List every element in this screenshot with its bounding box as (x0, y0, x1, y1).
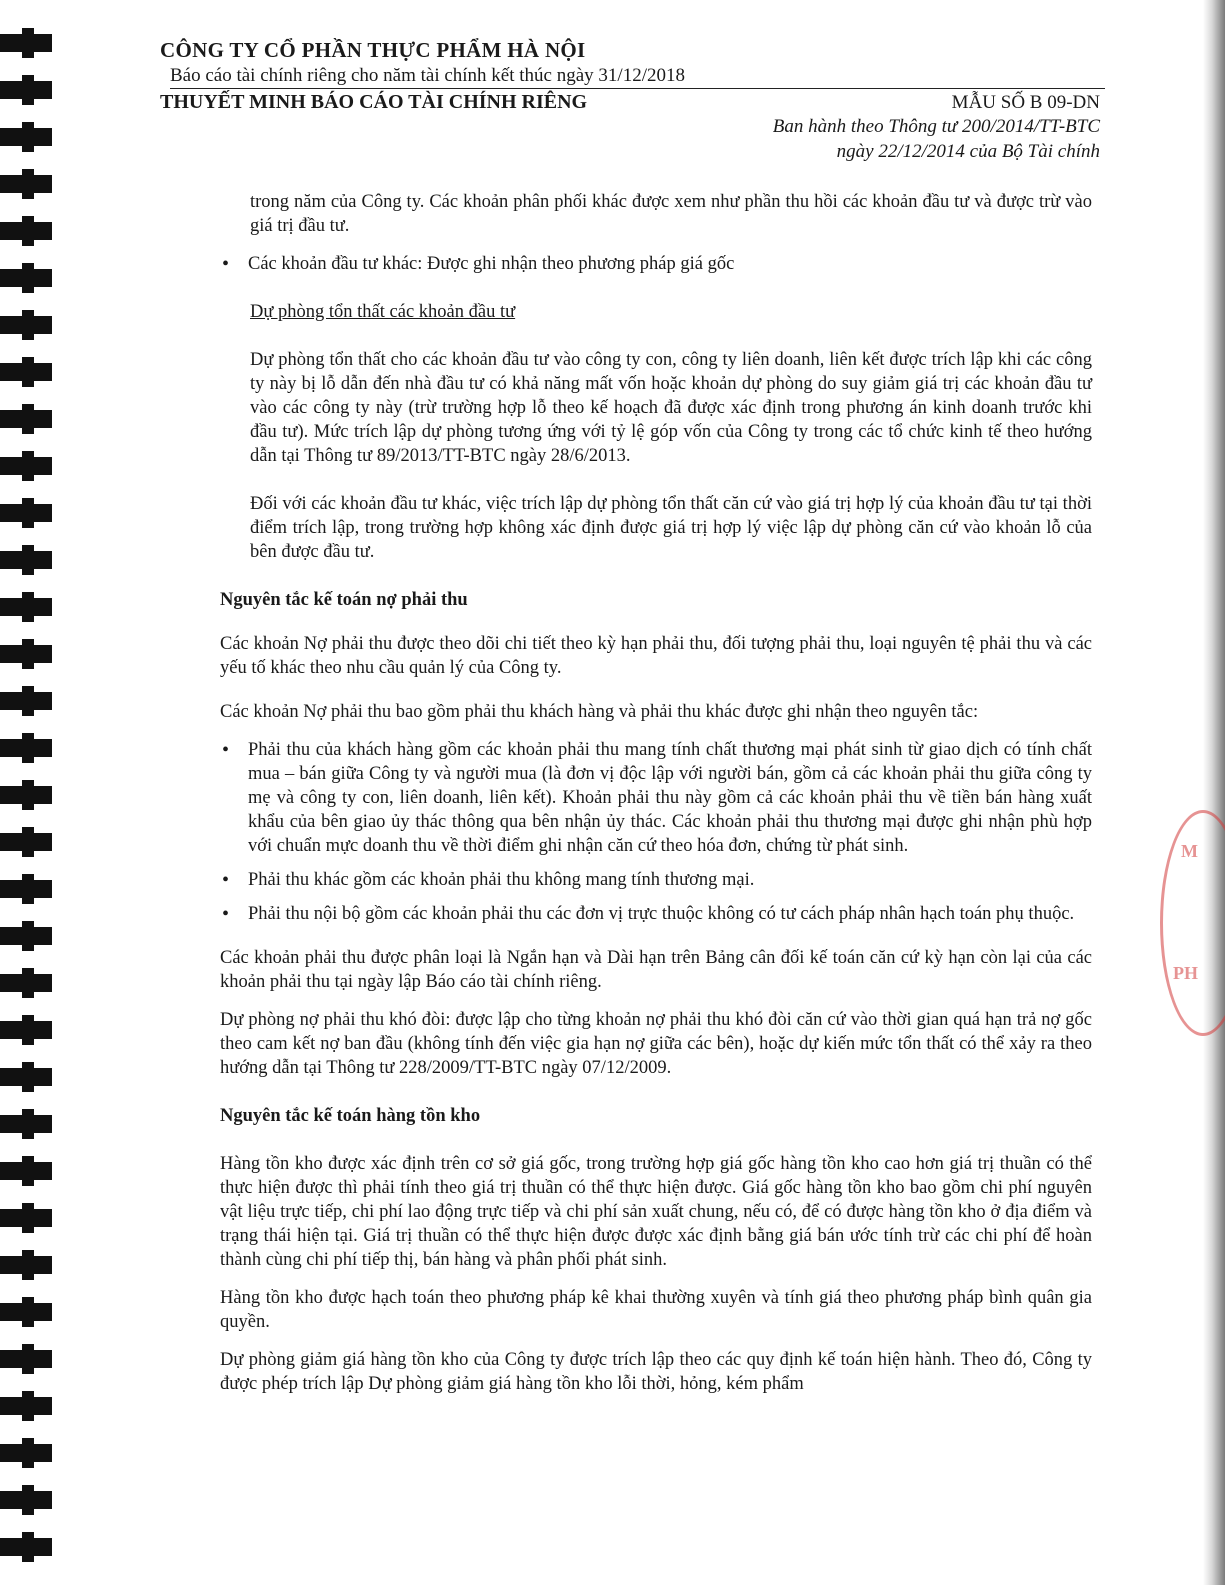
binding-hole (0, 780, 52, 810)
binding-hole (0, 639, 52, 669)
issued-by (160, 114, 1100, 164)
binding-hole (0, 1391, 52, 1421)
binding-hole (0, 498, 52, 528)
binding-hole (0, 686, 52, 716)
page-edge-shadow (1203, 0, 1225, 1585)
bullet-item: • Các khoản đầu tư khác: Được ghi nhận theo phương pháp giá gốc (220, 252, 1092, 276)
paragraph: trong năm của Công ty. Các khoản phân phối khác được xem như phần thu hồi các khoản đầu tư và được trừ vào giá trị đầu tư. (250, 192, 1092, 236)
section-heading-inventory: Nguyên tắc kế toán hàng tồn kho (220, 1106, 481, 1126)
section-heading-receivables: Nguyên tắc kế toán nợ phải thu (220, 590, 468, 610)
binding-hole (0, 1532, 52, 1562)
binding-hole (0, 216, 52, 246)
document-body (220, 190, 1092, 1396)
binding-hole (0, 1109, 52, 1139)
binding-hole (0, 169, 52, 199)
binding-hole (0, 1015, 52, 1045)
paragraph: Dự phòng giảm giá hàng tồn kho của Công ty được trích lập theo các quy định kế toán hiện hành. Theo đó, Công ty được phép trích lập Dự phòng giảm giá hàng tồn kho lỗi thời, hỏng, kém phẩm (220, 1350, 1092, 1394)
paragraph: Các khoản Nợ phải thu bao gồm phải thu khách hàng và phải thu khác được ghi nhận theo nguyên tắc: (220, 702, 979, 722)
binding-hole (0, 1203, 52, 1233)
issued-line-2: ngày 22/12/2014 của Bộ Tài chính (836, 141, 1100, 162)
binding-hole (0, 827, 52, 857)
paragraph: Hàng tồn kho được hạch toán theo phương pháp kê khai thường xuyên và tính giá theo phương pháp bình quân gia quyền. (220, 1288, 1092, 1332)
paragraph: Các khoản phải thu được phân loại là Ngắn hạn và Dài hạn trên Bảng cân đối kế toán căn cứ kỳ hạn còn lại của các khoản phải thu tại ngày lập Báo cáo tài chính riêng. (220, 948, 1092, 992)
paragraph: Hàng tồn kho được xác định trên cơ sở giá gốc, trong trường hợp giá gốc hàng tồn kho cao hơn giá trị thuần có thể thực hiện được thì phải tính theo giá trị thuần có thể thực hiện được. Giá gốc hàng tồn kho bao gồm chi phí nguyên vật liệu trực tiếp, chi phí lao động trực tiếp và chi phí sản xuất chung, nếu có, để có được hàng tồn kho ở địa điểm và trạng thái hiện tại. Giá trị thuần có thể thực hiện được được xác định bằng giá bán ước tính trừ các chi phí để hoàn thành cùng chi phí tiếp thị, bán hàng và phân phối phát sinh. (220, 1154, 1092, 1270)
spiral-binding (0, 0, 60, 1585)
binding-hole (0, 404, 52, 434)
binding-hole (0, 28, 52, 58)
page-header (160, 38, 1100, 164)
binding-hole (0, 733, 52, 763)
binding-hole (0, 1156, 52, 1186)
binding-hole (0, 263, 52, 293)
binding-hole (0, 1062, 52, 1092)
binding-hole (0, 75, 52, 105)
binding-hole (0, 545, 52, 575)
company-seal-stamp (1160, 810, 1225, 1036)
company-name: CÔNG TY CỔ PHẦN THỰC PHẨM HÀ NỘI (160, 38, 586, 62)
document-title: THUYẾT MINH BÁO CÁO TÀI CHÍNH RIÊNG (160, 91, 588, 113)
report-subtitle: Báo cáo tài chính riêng cho năm tài chính kết thúc ngày 31/12/2018 (170, 65, 1105, 89)
binding-hole (0, 310, 52, 340)
binding-hole (0, 592, 52, 622)
binding-hole (0, 122, 52, 152)
paragraph: Các khoản Nợ phải thu được theo dõi chi tiết theo kỳ hạn phải thu, đối tượng phải thu, loại nguyên tệ phải thu và các yếu tố khác theo nhu cầu quản lý của Công ty. (220, 634, 1092, 678)
paragraph: Dự phòng tổn thất cho các khoản đầu tư vào công ty con, công ty liên doanh, liên kết được trích lập khi các công ty này bị lỗ dẫn đến nhà đầu tư có khả năng mất vốn hoặc khoản dự phòng do suy giảm giá trị các khoản đầu tư vào các công ty này (trừ trường hợp lỗ theo kế hoạch đã được xác định trong phương án kinh doanh trước khi đầu tư). Mức trích lập dự phòng tương ứng với tỷ lệ góp vốn của Công ty trong các tổ chức kinh tế theo hướng dẫn tại Thông tư 89/2013/TT-BTC ngày 28/6/2013. (250, 350, 1092, 466)
subheading-provision: Dự phòng tổn thất các khoản đầu tư (250, 302, 516, 322)
binding-hole (0, 921, 52, 951)
form-number: MẪU SỐ B 09-DN (951, 92, 1100, 113)
binding-hole (0, 1485, 52, 1515)
binding-hole (0, 1344, 52, 1374)
title-row (160, 91, 1100, 114)
bullet-item: • Phải thu của khách hàng gồm các khoản phải thu mang tính chất thương mại phát sinh từ giao dịch có tính chất mua – bán giữa Công ty và người mua (là đơn vị độc lập với người bán, gồm cả các khoản phải thu giữa công ty mẹ và công ty con, liên doanh, liên kết). Khoản phải thu này gồm cả các khoản phải thu về tiền bán hàng xuất khẩu của bên giao ủy thác thông qua bên nhận ủy thác. Các khoản phải thu thương mại được ghi nhận phù hợp với chuẩn mực doanh thu về thời điểm ghi nhận căn cứ theo hóa đơn, chứng từ phát sinh. (220, 738, 1092, 858)
bullet-item: • Phải thu khác gồm các khoản phải thu không mang tính thương mại. (220, 868, 1092, 892)
stamp-text-bottom: PH (1173, 963, 1198, 983)
issued-line-1: Ban hành theo Thông tư 200/2014/TT-BTC (772, 116, 1100, 137)
binding-hole (0, 1250, 52, 1280)
binding-hole (0, 874, 52, 904)
bullet-item: • Phải thu nội bộ gồm các khoản phải thu các đơn vị trực thuộc không có tư cách pháp nhân hạch toán phụ thuộc. (220, 902, 1092, 926)
binding-hole (0, 357, 52, 387)
binding-hole (0, 1438, 52, 1468)
stamp-text-top: M (1181, 841, 1198, 861)
paragraph: Dự phòng nợ phải thu khó đòi: được lập cho từng khoản nợ phải thu khó đòi căn cứ vào thời gian quá hạn trả nợ gốc theo cam kết nợ ban đầu (không tính đến việc gia hạn nợ giữa các bên), hoặc dự kiến mức tổn thất có thể xảy ra theo hướng dẫn tại Thông tư 228/2009/TT-BTC ngày 07/12/2009. (220, 1010, 1092, 1078)
paragraph: Đối với các khoản đầu tư khác, việc trích lập dự phòng tổn thất căn cứ vào giá trị hợp lý của khoản đầu tư tại thời điểm trích lập, trong trường hợp không xác định được giá trị hợp lý việc lập dự phòng căn cứ vào khoản lỗ của bên được đầu tư. (250, 494, 1092, 562)
binding-hole (0, 968, 52, 998)
binding-hole (0, 451, 52, 481)
binding-hole (0, 1297, 52, 1327)
